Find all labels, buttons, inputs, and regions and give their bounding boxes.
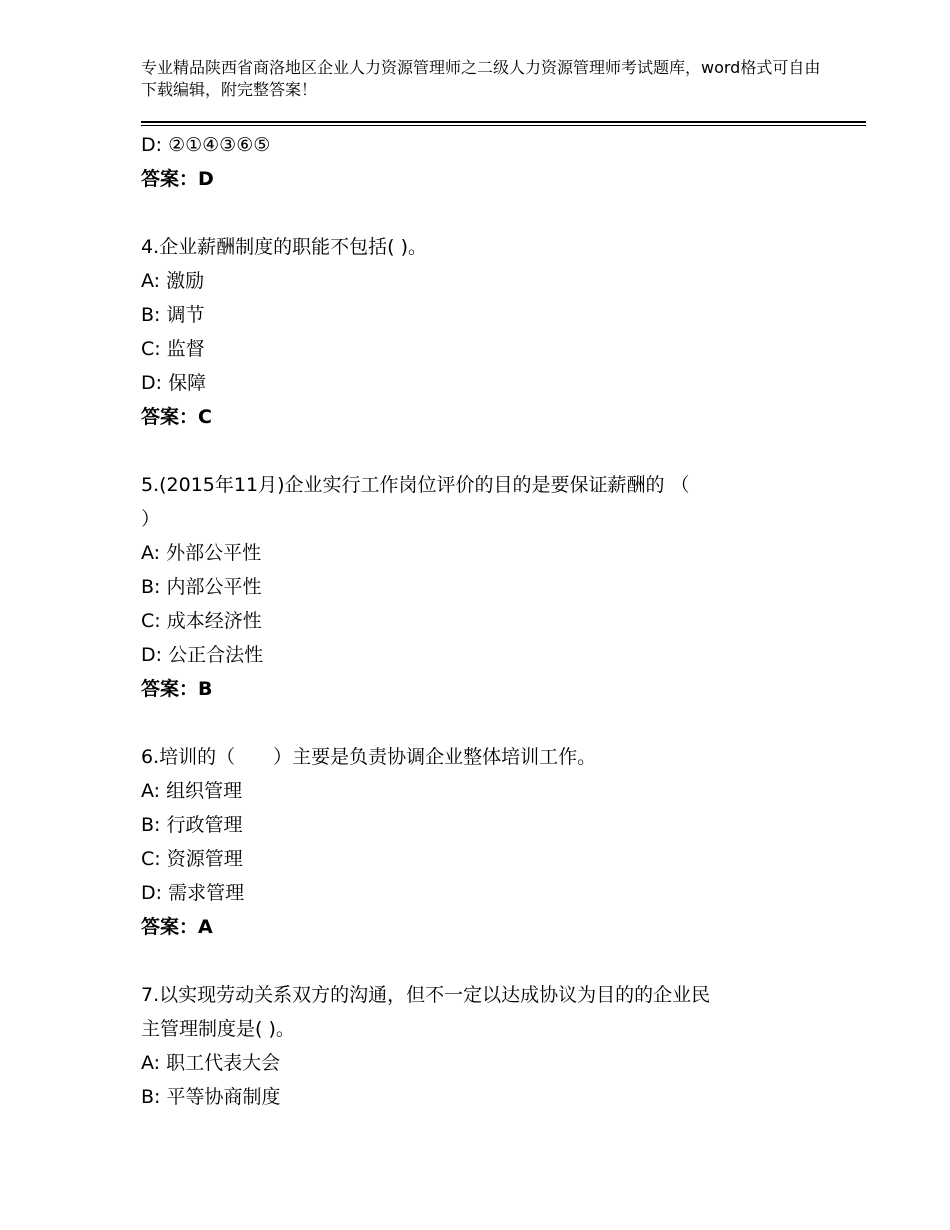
question-5 [141,468,831,706]
question-stem: 7.以实现劳动关系双方的沟通，但不一定以达成协议为目的的企业民 [141,984,711,1006]
option-b: B: 平等协商制度 [141,1086,281,1108]
option-c: C: 资源管理 [141,848,243,870]
answer: 答案：B [141,678,213,700]
option-d: D: 公正合法性 [141,644,264,666]
question-stem-continued: ） [141,508,161,530]
question-stem: 5.(2015年11月)企业实行工作岗位评价的目的是要保证薪酬的 （ [141,474,690,496]
option-d: D: ②①④③⑥⑤ [141,134,271,156]
option-c: C: 监督 [141,338,205,360]
spacer [141,944,831,978]
question-stem: 4.企业薪酬制度的职能不包括( )。 [141,236,427,258]
option-c: C: 成本经济性 [141,610,262,632]
option-b: B: 调节 [141,304,205,326]
answer: 答案：D [141,168,214,190]
option-b: B: 行政管理 [141,814,243,836]
option-a: A: 组织管理 [141,780,243,802]
option-d: D: 保障 [141,372,207,394]
header-rule-thin [141,125,866,126]
option-a: A: 外部公平性 [141,542,262,564]
answer: 答案：A [141,916,213,938]
option-a: A: 职工代表大会 [141,1052,281,1074]
spacer [141,196,831,230]
question-6 [141,740,831,944]
question-stem-continued: 主管理制度是( )。 [141,1018,295,1040]
option-a: A: 激励 [141,270,205,292]
question-stem: 6.培训的（ ）主要是负责协调企业整体培训工作。 [141,746,597,768]
option-b: B: 内部公平性 [141,576,262,598]
spacer [141,706,831,740]
question-list [141,128,831,1114]
question-4 [141,230,831,434]
question-7 [141,978,831,1114]
option-d: D: 需求管理 [141,882,245,904]
header-rule-thick [141,121,866,123]
document-header: 专业精品陕西省商洛地区企业人力资源管理师之二级人力资源管理师考试题库，word格式可自由下载编辑，附完整答案！ [141,58,821,99]
answer: 答案：C [141,406,212,428]
spacer [141,434,831,468]
